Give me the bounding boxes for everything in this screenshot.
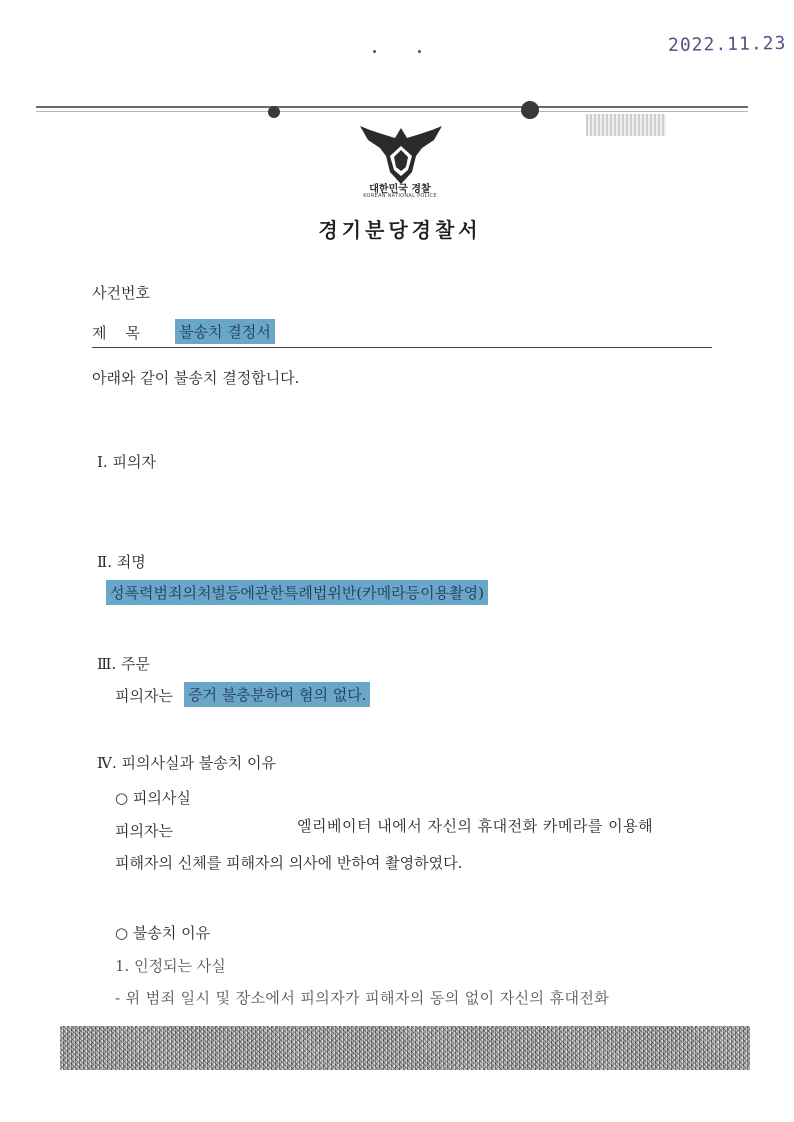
disposition-prefix: 피의자는 xyxy=(115,687,173,705)
org-name-korean: 대한민국 경찰 xyxy=(369,184,431,195)
facts-subheading: ○ 피의사실 xyxy=(115,789,191,807)
section-charge-heading: Ⅱ. 죄명 xyxy=(97,553,146,571)
facts-line1-start: 피의자는 xyxy=(115,822,173,840)
scan-speck xyxy=(418,50,421,53)
header-rule-shadow xyxy=(36,111,748,112)
facts-line2: 피해자의 신체를 피해자의 의사에 반하여 촬영하였다. xyxy=(115,854,463,872)
station-name: 경기분당경찰서 xyxy=(318,218,482,242)
header-rule xyxy=(36,106,748,108)
section-suspect-heading: Ⅰ. 피의자 xyxy=(97,453,156,471)
reason-subheading: ○ 불송치 이유 xyxy=(115,924,211,942)
punch-mark xyxy=(268,106,280,118)
received-date-stamp: 2022.11.23 xyxy=(667,32,787,57)
org-name-english: KOREAN NATIONAL POLICE xyxy=(363,193,437,199)
title-divider xyxy=(92,347,712,348)
case-number-label: 사건번호 xyxy=(92,284,150,302)
section-disposition-heading: Ⅲ. 주문 xyxy=(97,655,150,673)
facts-line1-end: 엘리베이터 내에서 자신의 휴대전화 카메라를 이용해 xyxy=(297,817,654,835)
punch-mark xyxy=(521,101,539,119)
scan-speck xyxy=(373,50,376,53)
scan-noise-band xyxy=(60,1026,750,1070)
redacted-stamp xyxy=(586,114,666,136)
title-value: 불송치 결정서 xyxy=(175,319,275,344)
reason-line: - 위 범죄 일시 및 장소에서 피의자가 피해자의 동의 없이 자신의 휴대전화 xyxy=(115,989,610,1007)
police-emblem-icon xyxy=(360,126,442,186)
reason-item: 1. 인정되는 사실 xyxy=(115,957,226,975)
title-label: 제 목 xyxy=(92,324,141,342)
disposition-value: 증거 불충분하여 혐의 없다. xyxy=(184,682,370,707)
intro-text: 아래와 같이 불송치 결정합니다. xyxy=(92,369,300,387)
charge-value: 성폭력범죄의처벌등에관한특례법위반(카메라등이용촬영) xyxy=(106,580,488,605)
section-facts-heading: Ⅳ. 피의사실과 불송치 이유 xyxy=(97,754,276,772)
